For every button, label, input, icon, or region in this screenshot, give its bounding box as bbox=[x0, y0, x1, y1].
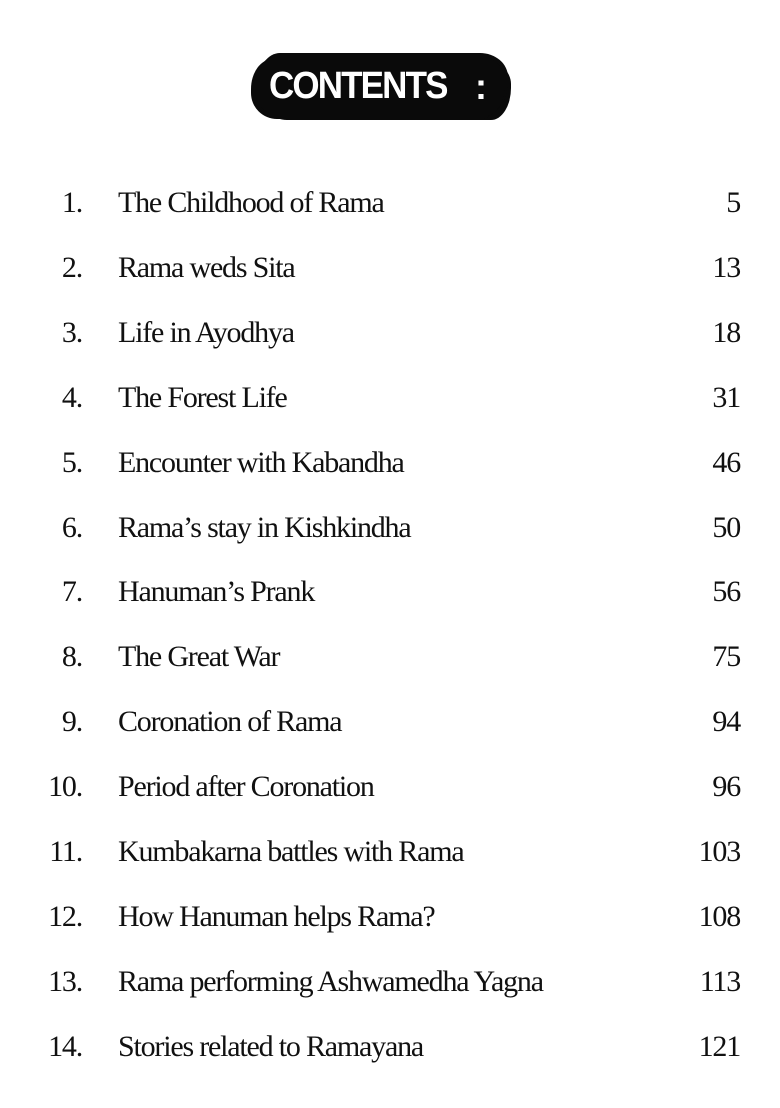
entry-title: Life in Ayodhya bbox=[118, 315, 294, 349]
entry-number: 2. bbox=[61, 250, 82, 284]
entry-title: The Forest Life bbox=[118, 380, 287, 414]
contents-heading bbox=[255, 52, 507, 120]
entry-page: 18 bbox=[712, 315, 740, 349]
entry-page: 75 bbox=[712, 640, 740, 674]
entry-number: 7. bbox=[61, 575, 82, 609]
toc-entry bbox=[0, 438, 780, 488]
entry-page: 31 bbox=[712, 380, 740, 414]
entry-number: 13. bbox=[48, 964, 82, 998]
entry-title: How Hanuman helps Rama? bbox=[118, 899, 435, 933]
entry-title: Period after Coronation bbox=[118, 770, 374, 804]
toc-entry bbox=[0, 503, 780, 553]
entry-page: 13 bbox=[712, 250, 740, 284]
entry-title: Rama performing Ashwamedha Yagna bbox=[118, 964, 543, 998]
entry-title: The Childhood of Rama bbox=[118, 186, 384, 219]
heading-colon: : bbox=[475, 66, 487, 107]
entry-title: The Great War bbox=[118, 640, 280, 674]
entry-title: Coronation of Rama bbox=[118, 705, 342, 739]
entry-page: 103 bbox=[698, 835, 740, 868]
toc-entry bbox=[0, 567, 780, 617]
toc-entry bbox=[0, 1022, 780, 1072]
entry-number: 5. bbox=[61, 445, 82, 479]
entry-page: 96 bbox=[712, 770, 740, 804]
entry-number: 12. bbox=[48, 899, 82, 933]
entry-number: 6. bbox=[61, 510, 82, 544]
entry-page: 113 bbox=[699, 964, 740, 998]
entry-title: Hanuman’s Prank bbox=[118, 575, 315, 609]
entry-title: Kumbakarna battles with Rama bbox=[118, 835, 464, 868]
entry-title: Stories related to Ramayana bbox=[118, 1029, 423, 1063]
toc-entry bbox=[0, 373, 780, 423]
entry-number: 8. bbox=[61, 640, 82, 674]
entry-number: 4. bbox=[61, 380, 82, 414]
entry-title: Encounter with Kabandha bbox=[118, 445, 404, 479]
heading-title: CONTENTS bbox=[269, 65, 447, 107]
toc-entry bbox=[0, 827, 780, 877]
entry-page: 46 bbox=[712, 445, 740, 479]
entry-page: 56 bbox=[712, 575, 740, 609]
entry-page: 5 bbox=[726, 186, 740, 219]
toc-entry bbox=[0, 243, 780, 293]
entry-number: 1. bbox=[61, 186, 82, 219]
toc-entry bbox=[0, 632, 780, 682]
entry-page: 94 bbox=[712, 705, 740, 739]
entry-number: 3. bbox=[61, 315, 82, 349]
entry-number: 11. bbox=[49, 835, 82, 868]
toc-entry bbox=[0, 697, 780, 747]
entry-page: 121 bbox=[698, 1029, 740, 1063]
toc-entry bbox=[0, 892, 780, 942]
entry-title: Rama weds Sita bbox=[118, 250, 295, 284]
toc-entry bbox=[0, 308, 780, 358]
entry-number: 14. bbox=[48, 1029, 82, 1063]
entry-page: 50 bbox=[712, 510, 740, 544]
toc-entry bbox=[0, 762, 780, 812]
entry-page: 108 bbox=[698, 899, 740, 933]
entry-number: 9. bbox=[61, 705, 82, 739]
entry-number: 10. bbox=[48, 770, 82, 804]
toc-entry bbox=[0, 178, 780, 228]
toc-entry bbox=[0, 957, 780, 1007]
entry-title: Rama’s stay in Kishkindha bbox=[118, 510, 411, 544]
